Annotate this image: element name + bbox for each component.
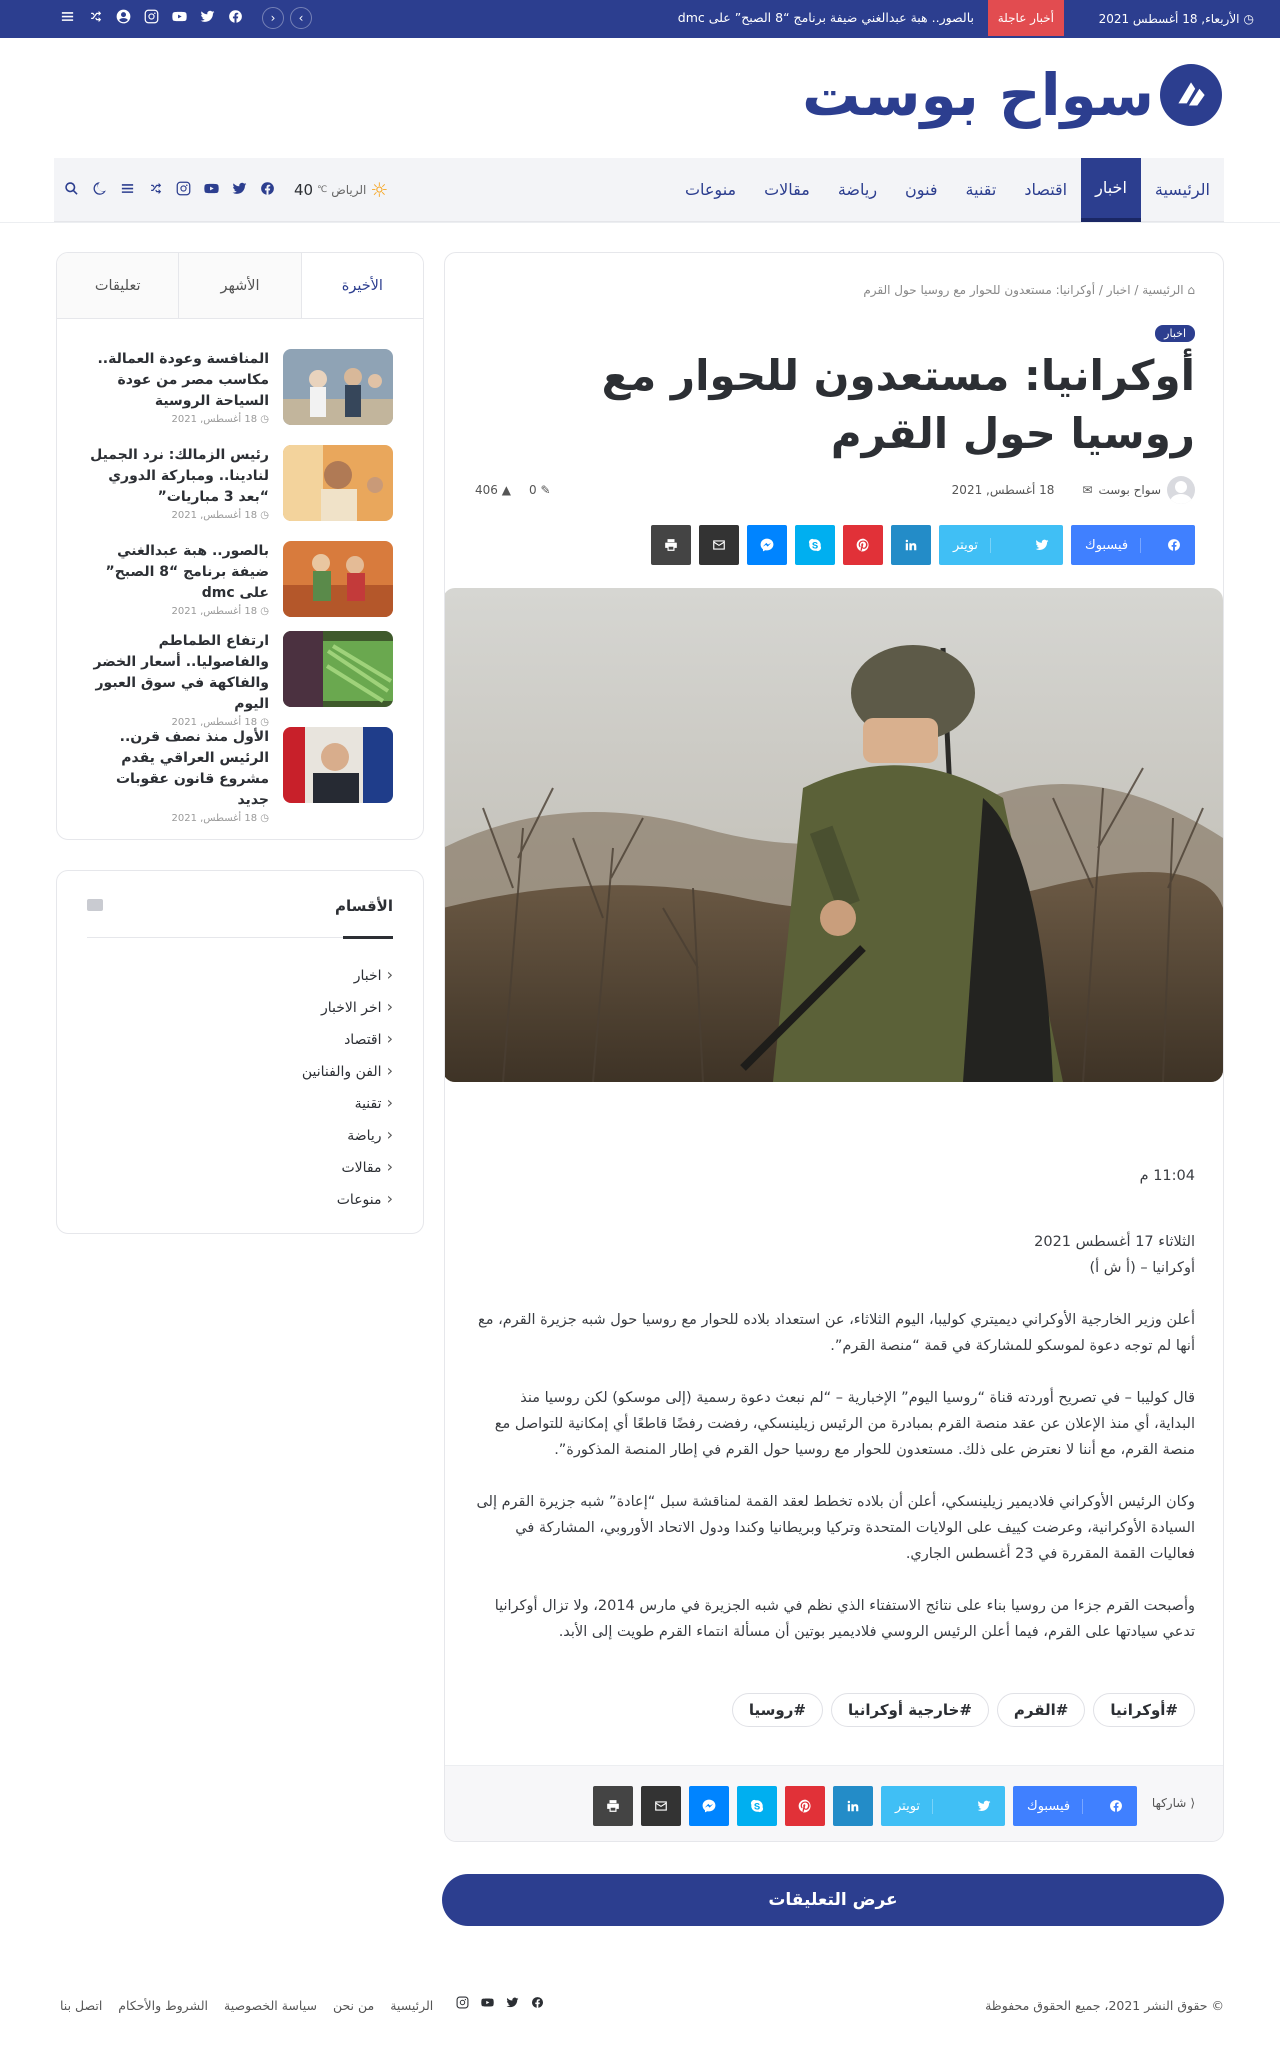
breadcrumb-text: الرئيسية / اخبار / أوكرانيا: مستعدون للحوار مع روسيا حول القرم [863, 283, 1184, 297]
nav-item-sports[interactable]: رياضة [837, 180, 878, 199]
article-paragraph: وأصبحت القرم جزءا من روسيا بناء على نتائج الاستفتاء الذي نظم في شبه الجزيرة في مارس 2014، ولا تزال أوكرانيا تدعي سيادتها على القرم، فيما أعلن الرئيس الروسي فلاديمير بوتين أن مسألة انتماء القرم طويت إلى الأبد. [494, 1598, 1195, 1640]
sun-icon: ☼ [370, 178, 389, 202]
menu-icon[interactable] [60, 9, 75, 27]
comments-value: 0 [528, 483, 537, 497]
share-label-text: شاركها [1151, 1796, 1187, 1810]
share-buttons-bottom [593, 1786, 1137, 1826]
share-messenger-button[interactable] [747, 525, 787, 565]
user-icon[interactable] [116, 9, 131, 27]
share-facebook-button[interactable] [1071, 525, 1195, 565]
category-item[interactable]: ‹ اقتصاد [302, 1023, 393, 1055]
instagram-icon[interactable] [144, 9, 159, 27]
article-paragraph: وكان الرئيس الأوكراني فلاديمير زيلينسكي، أعلن أن بلاده تخطط لعقد القمة لمناقشة سبل “إعادة” شبه جزيرة القرم إلى السيادة الأوكرانية، وعرضت كييف على الولايات المتحدة وتركيا وبريطانيا وكندا ودول الاتحاد الأوروبي، المشاركة في فعاليات القمة المقررة في 23 أغسطس الجاري. [476, 1494, 1195, 1562]
share-facebook-button[interactable] [1013, 1786, 1137, 1826]
share-facebook-label: فيسبوك [1085, 538, 1141, 553]
post-title[interactable]: الأول منذ نصف قرن.. الرئيس العراقي يقدم مشروع قانون عقوبات جديد [115, 729, 269, 808]
breaking-news-label: أخبار عاجلة [988, 0, 1064, 36]
chevron-left-icon[interactable]: ‹ [262, 7, 284, 29]
fire-icon: ▲ [501, 483, 511, 497]
avatar [1167, 476, 1195, 504]
search-icon[interactable] [64, 181, 79, 200]
share-buttons-top [651, 525, 1195, 565]
twitter-icon [977, 1799, 991, 1813]
share-pinterest-button[interactable] [785, 1786, 825, 1826]
post-thumbnail[interactable] [283, 541, 393, 617]
site-header [0, 38, 1280, 158]
list-item[interactable] [83, 727, 393, 824]
messenger-icon [702, 1799, 716, 1813]
share-twitter-label: تويتر [895, 1799, 933, 1814]
site-logo[interactable] [802, 60, 1222, 130]
weather-city: الرياض [331, 183, 367, 197]
comment-icon: ✎ [540, 483, 551, 497]
share-twitter-button[interactable] [939, 525, 1063, 565]
categories-widget [56, 870, 424, 1234]
post-title: أوكرانيا: مستعدون للحوار مع روسيا حول القرم [601, 351, 1195, 458]
skype-icon [808, 538, 822, 552]
facebook-icon[interactable] [228, 9, 243, 27]
share-messenger-button[interactable] [689, 1786, 729, 1826]
copyright: © حقوق النشر 2021، جميع الحقوق محفوظة [985, 1998, 1224, 2013]
share-footer [444, 1765, 1223, 1842]
random-icon[interactable] [88, 9, 103, 27]
youtube-icon[interactable] [204, 181, 219, 200]
post-date-text: 18 أغسطس, 2021 [171, 414, 258, 425]
main-nav [54, 158, 1224, 222]
post-date-text: 18 أغسطس, 2021 [171, 606, 258, 617]
post-date-text: 18 أغسطس, 2021 [171, 510, 258, 521]
linkedin-icon [846, 1799, 860, 1813]
share-label [1152, 1796, 1195, 1810]
chevron-right-icon[interactable]: › [290, 7, 312, 29]
post-thumbnail[interactable] [283, 349, 393, 425]
post-date: ◷ 18 أغسطس, 2021 [171, 813, 269, 824]
twitter-icon[interactable] [232, 181, 247, 200]
top-bar [0, 0, 1280, 38]
weather-unit: ℃ [317, 185, 328, 195]
breadcrumb[interactable] [863, 283, 1195, 297]
post-meta [475, 475, 1195, 505]
top-social-icons [60, 0, 243, 36]
post-date: ◷ 18 أغسطس, 2021 [171, 414, 269, 425]
share-email-button[interactable] [641, 1786, 681, 1826]
share-twitter-label: تويتر [953, 538, 991, 553]
post-date: 18 أغسطس, 2021 [951, 483, 1055, 497]
post-date-text: 18 أغسطس, 2021 [171, 813, 258, 824]
post-title[interactable]: ارتفاع الطماطم والفاصوليا.. أسعار الخضر والفاكهة في سوق العبور اليوم [93, 633, 269, 712]
footer-link-privacy[interactable]: سياسة الخصوصية [224, 1998, 317, 2013]
show-comments-button[interactable]: عرض التعليقات [442, 1874, 1224, 1926]
print-button[interactable] [651, 525, 691, 565]
article-paragraph: أعلن وزير الخارجية الأوكراني ديميتري كوليبا، اليوم الثلاثاء، عن استعداد بلاده للحوار مع روسيا حول شبه جزيرة القرم، مع أنها لم توجه دعوة لموسكو للمشاركة في قمة “منصة القرم”. [478, 1312, 1195, 1354]
category-item[interactable]: ‹ الفن والفنانين [302, 1055, 393, 1087]
facebook-icon[interactable] [531, 1996, 544, 2012]
widget-title-line [87, 937, 393, 938]
category-item[interactable]: ‹ اخر الاخبار [302, 991, 393, 1023]
footer-link-contact[interactable]: اتصل بنا [60, 1998, 103, 2013]
tab-popular[interactable]: الأشهر [178, 253, 300, 318]
footer-social-icons [456, 1996, 544, 2012]
list-item[interactable] [83, 445, 393, 525]
email-icon [654, 1799, 668, 1813]
twitter-icon[interactable] [506, 1996, 519, 2012]
post-tags [732, 1693, 1195, 1727]
nav-item-tech[interactable]: تقنية [965, 180, 997, 199]
footer-link-terms[interactable]: الشروط والأحكام [118, 1998, 209, 2013]
nav-item-arts[interactable]: فنون [905, 180, 938, 199]
share-skype-button[interactable] [737, 1786, 777, 1826]
print-icon [606, 1799, 620, 1813]
breaking-news-link[interactable]: بالصور.. هبة عبدالغني ضيفة برنامج “8 الصبح” على dmc [677, 10, 974, 25]
share-skype-button[interactable] [795, 525, 835, 565]
views-value: 406 [475, 483, 498, 497]
post-stats [475, 483, 551, 497]
post-title[interactable]: بالصور.. هبة عبدالغني ضيفة برنامج “8 الصبح” على dmc [105, 543, 269, 601]
tag-ukraine[interactable]: #أوكرانيا [1093, 1693, 1195, 1727]
widget-tabs [57, 253, 423, 319]
category-badge[interactable]: اخبار [1155, 325, 1195, 342]
article-card [444, 252, 1224, 1842]
home-icon: ⌂ [1183, 283, 1195, 297]
share-facebook-label: فيسبوك [1027, 1799, 1083, 1814]
youtube-icon[interactable] [481, 1996, 494, 2012]
random-icon[interactable] [148, 181, 163, 200]
weather-widget [294, 178, 388, 202]
youtube-icon[interactable] [172, 9, 187, 27]
author-name: سواح بوست [1098, 483, 1161, 497]
post-thumbnail[interactable] [283, 727, 393, 803]
pinterest-icon [798, 1799, 812, 1813]
share-twitter-button[interactable] [881, 1786, 1005, 1826]
category-item[interactable]: ‹ اخبار [302, 959, 393, 991]
tag-ukraine-foreign[interactable]: #خارجية أوكرانيا [831, 1693, 989, 1727]
logo-mark-icon [1160, 64, 1222, 126]
share-icon: ⟨ [1190, 1796, 1195, 1810]
facebook-icon [1167, 538, 1181, 552]
article-paragraph: قال كوليبا – في تصريح أوردته قناة “روسيا اليوم” الإخبارية – “لم نبعث دعوة رسمية (إلى موسكو) لكن روسيا منذ البداية، أي منذ الإعلان عن عقد منصة القرم بمبادرة من الرئيس زيلينسكي، رفضت رفضًا قاطعًا أي إمكانية للتواصل مع منصة القرم، مع أننا لا نعترض على ذلك. مستعدون للحوار مع روسيا حول القرم في إطار المنصة المذكورة”. [494, 1390, 1195, 1458]
tab-comments[interactable]: تعليقات [57, 253, 178, 318]
views-count [475, 483, 511, 497]
post-thumbnail[interactable] [283, 631, 393, 707]
list-item[interactable] [83, 541, 393, 621]
widget-title: الأقسام [334, 897, 393, 915]
post-title[interactable]: رئيس الزمالك: نرد الجميل لنادينا.. ومباركة الدوري “بعد 3 مباريات” [90, 447, 269, 505]
tab-recent[interactable]: الأخيرة [301, 253, 423, 318]
category-item[interactable]: ‹ مقالات [302, 1151, 393, 1183]
menu-icon[interactable] [120, 181, 135, 200]
messenger-icon [760, 538, 774, 552]
nav-tools [64, 158, 388, 222]
print-button[interactable] [593, 1786, 633, 1826]
facebook-icon[interactable] [260, 181, 275, 200]
nav-item-misc[interactable]: منوعات [684, 180, 737, 199]
footer-link-about[interactable]: من نحن [332, 1998, 375, 2013]
skype-icon [750, 1799, 764, 1813]
envelope-icon: ✉ [1082, 483, 1093, 497]
tag-crimea[interactable]: #القرم [997, 1693, 1085, 1727]
linkedin-icon [904, 538, 918, 552]
post-date-text: 18 أغسطس, 2021 [171, 717, 258, 728]
footer-link-home[interactable]: الرئيسية [390, 1998, 434, 2013]
date-text: الأربعاء, 18 أغسطس 2021 [1098, 12, 1240, 26]
share-email-button[interactable] [699, 525, 739, 565]
post-date: ◷ 18 أغسطس, 2021 [171, 510, 269, 521]
article-time: 11:04 م [1139, 1168, 1195, 1184]
post-title[interactable]: المنافسة وعودة العمالة.. مكاسب مصر من عودة السياحة الروسية [97, 351, 269, 409]
list-item[interactable] [83, 631, 393, 728]
print-icon [664, 538, 678, 552]
nav-item-home[interactable]: الرئيسية [1154, 180, 1210, 199]
category-item[interactable]: ‹ منوعات [302, 1183, 393, 1215]
post-author[interactable] [1082, 476, 1195, 504]
comments-count[interactable] [529, 483, 551, 497]
category-item[interactable]: ‹ تقنية [302, 1087, 393, 1119]
featured-image [444, 588, 1223, 1082]
pinterest-icon [856, 538, 870, 552]
twitter-icon[interactable] [200, 9, 215, 27]
post-thumbnail[interactable] [283, 445, 393, 521]
email-icon [712, 538, 726, 552]
tag-russia[interactable]: #روسيا [732, 1693, 823, 1727]
share-pinterest-button[interactable] [843, 525, 883, 565]
nav-item-articles[interactable]: مقالات [764, 180, 810, 199]
header-divider [0, 222, 1280, 223]
article-body [475, 1163, 1195, 1671]
nav-item-news[interactable]: اخبار [1081, 158, 1141, 222]
instagram-icon[interactable] [176, 181, 191, 200]
tabs-widget [56, 252, 424, 840]
logo-text: سواح بوست [802, 61, 1154, 129]
site-footer [0, 1988, 1280, 2024]
nav-item-economy[interactable]: اقتصاد [1024, 180, 1068, 199]
category-item[interactable]: ‹ رياضة [302, 1119, 393, 1151]
post-date: ◷ 18 أغسطس, 2021 [171, 717, 269, 728]
breaking-nav [262, 7, 312, 29]
share-linkedin-button[interactable] [891, 525, 931, 565]
dark-mode-icon[interactable] [92, 181, 107, 200]
folder-icon [87, 899, 103, 911]
post-date: ◷ 18 أغسطس, 2021 [171, 606, 269, 617]
article-dateline: الثلاثاء 17 أغسطس 2021 أوكرانيا – (أ ش أ) [1034, 1234, 1195, 1276]
clock-icon: ◷ [1243, 12, 1254, 26]
weather-temp: 40 [294, 181, 314, 199]
current-date [1099, 0, 1254, 38]
twitter-icon [1035, 538, 1049, 552]
list-item[interactable] [83, 349, 393, 429]
footer-links [60, 1998, 433, 2013]
share-linkedin-button[interactable] [833, 1786, 873, 1826]
facebook-icon [1109, 1799, 1123, 1813]
instagram-icon[interactable] [456, 1996, 469, 2012]
